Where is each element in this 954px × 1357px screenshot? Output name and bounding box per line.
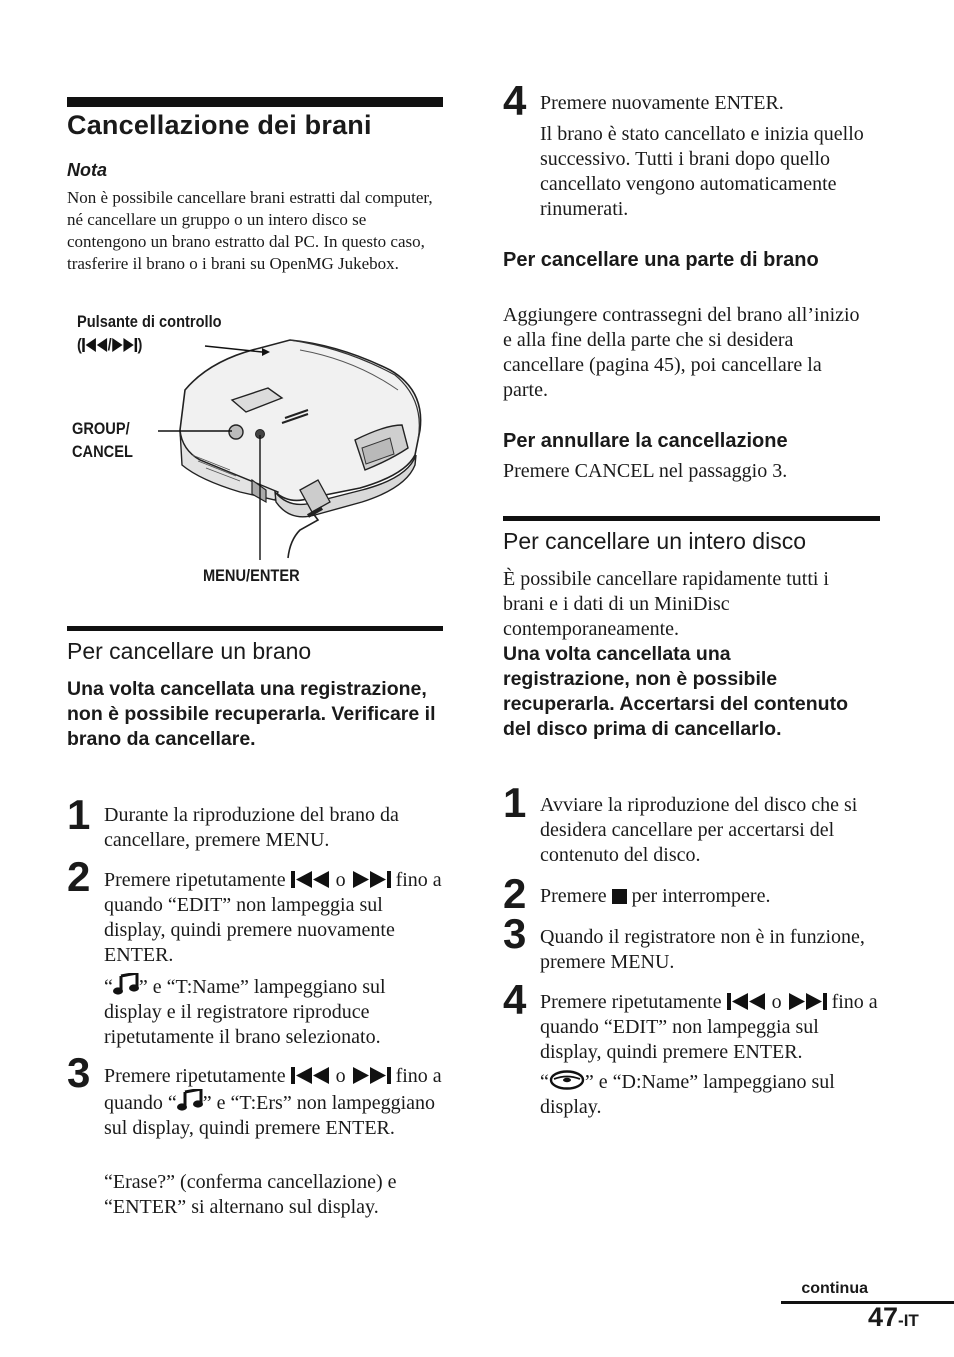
prev-track-icon	[291, 1067, 331, 1084]
step-note: “ ” e “D:Name” lampeggiano sul display.	[540, 1071, 835, 1118]
step-text: Premere ripetutamente o fino a quando “ ” e “T:Ers” non lampeggiano sul display, quindi premere ENTER.	[104, 1065, 442, 1139]
step-text: Avviare la riproduzione del disco che si desidera cancellare per accertarsi del contenuto del disco.	[540, 794, 858, 866]
step-number: 3	[67, 1049, 91, 1096]
next-track-icon	[351, 871, 391, 888]
intro-delete-disc: È possibile cancellare rapidamente tutti i brani e i dati di un MiniDisc contemporaneamente.	[503, 568, 829, 640]
music-note-icon	[113, 973, 139, 995]
next-track-icon	[351, 1067, 391, 1084]
stop-icon	[612, 889, 627, 904]
prev-track-icon	[291, 871, 331, 888]
page-title: Cancellazione dei brani	[67, 110, 372, 140]
prev-track-icon	[727, 993, 767, 1010]
label-menu-enter: MENU/ENTER	[203, 566, 300, 585]
step-note: Il brano è stato cancellato e inizia quello successivo. Tutti i brani dopo quello cancellato vengono automaticamente rinumerati.	[540, 123, 864, 220]
label-cancel: CANCEL	[72, 442, 133, 461]
step-text: Quando il registratore non è in funzione, premere MENU.	[540, 926, 865, 973]
section-rule-delete-disc	[503, 516, 880, 521]
section-rule-delete-track	[67, 626, 443, 631]
music-note-icon	[177, 1089, 203, 1111]
step-note: “Erase?” (conferma cancellazione) e “ENTER” si alternano sul display.	[104, 1171, 397, 1218]
disc-icon	[549, 1070, 585, 1090]
label-control-icons: ( / )	[77, 335, 143, 354]
subheading-delete-part: Per cancellare una parte di brano	[503, 249, 819, 271]
warning-delete-disc: Una volta cancellata una registrazione, non è possibile recuperarla. Accertarsi del contenuto del disco prima di cancellarlo.	[503, 643, 848, 740]
text-cancel-delete: Premere CANCEL nel passaggio 3.	[503, 460, 788, 482]
next-track-icon	[112, 338, 138, 352]
section-heading-delete-track: Per cancellare un brano	[67, 638, 312, 664]
page-number: 47-IT	[868, 1302, 919, 1332]
step-text: Premere nuovamente ENTER.	[540, 92, 784, 114]
nota-label: Nota	[67, 160, 107, 180]
step-note: “ ” e “T:Name” lampeggiano sul display e il registratore riproduce ripetutamente il brano selezionato.	[104, 973, 444, 1050]
step-text: Premere ripetutamente o fino a quando “EDIT” non lampeggia sul display, quindi premere ENTER.	[540, 991, 878, 1063]
step-text: Durante la riproduzione del brano da cancellare, premere MENU.	[104, 804, 399, 851]
continua-label: continua	[801, 1280, 868, 1297]
label-group: GROUP/	[72, 419, 130, 438]
step-number: 4	[503, 77, 527, 124]
nota-text: Non è possibile cancellare brani estratti dal computer, né cancellare un gruppo o un intero disco se contengono un brano estratto dal PC. In questo caso, trasferire il brano o i brani su OpenMG Jukebox.	[67, 188, 433, 273]
subheading-cancel-delete: Per annullare la cancellazione	[503, 430, 788, 452]
step-number: 2	[503, 870, 527, 917]
leader-lines	[150, 330, 270, 565]
step-number: 1	[67, 791, 91, 838]
next-track-icon	[787, 993, 827, 1010]
section-heading-delete-disc: Per cancellare un intero disco	[503, 528, 806, 554]
step-text: Premere ripetutamente o fino a quando “EDIT” non lampeggia sul display, quindi premere nuovamente ENTER.	[104, 869, 442, 966]
prev-track-icon	[82, 338, 108, 352]
warning-delete-track: Una volta cancellata una registrazione, non è possibile recuperarla. Verificare il brano da cancellare.	[67, 678, 436, 750]
label-control-button: Pulsante di controllo	[77, 312, 222, 331]
title-rule	[67, 97, 443, 107]
step-text: Premere per interrompere.	[540, 885, 771, 907]
step-number: 4	[503, 976, 527, 1023]
step-number: 1	[503, 779, 527, 826]
step-number: 3	[503, 910, 527, 957]
step-number: 2	[67, 853, 91, 900]
text-delete-part: Aggiungere contrassegni del brano all’inizio e alla fine della parte che si desidera cancellare (pagina 45), poi cancellare la parte.	[503, 304, 860, 401]
